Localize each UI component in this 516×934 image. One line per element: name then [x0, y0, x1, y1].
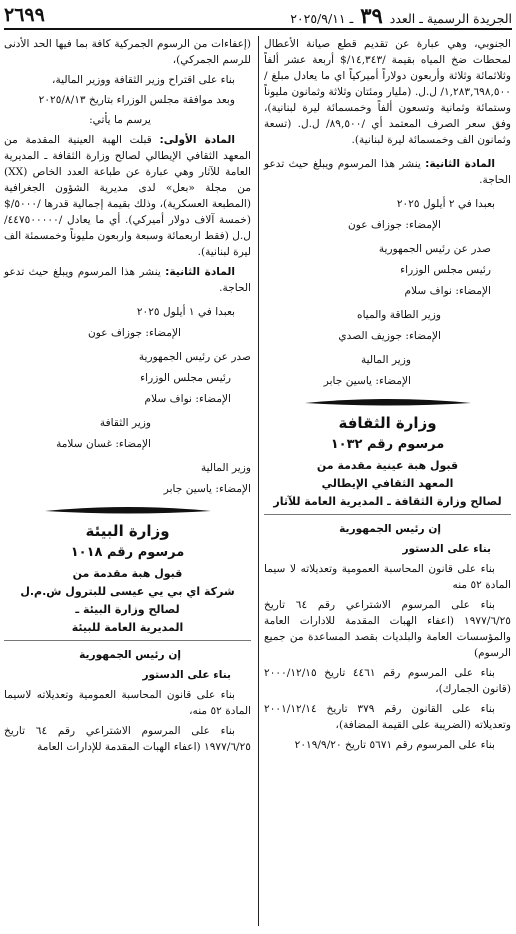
constitution-line: بناء على الدستور [402, 543, 491, 555]
journal-name: الجريدة الرسمية ـ العدد [389, 10, 512, 26]
signature: الإمضاء: ياسين جابر [323, 375, 411, 387]
article-2 [264, 156, 511, 188]
issued-by: صدر عن رئيس الجمهورية [378, 243, 491, 255]
decree-title-line: شركة اي بي يي عيسى للبترول ش.م.ل [20, 585, 235, 598]
right-column [264, 36, 511, 757]
issued-by: صدر عن رئيس الجمهورية [138, 351, 251, 363]
president-line: إن رئيس الجمهورية [79, 649, 181, 661]
signature: الإمضاء: جوزيف الصدي [338, 330, 441, 342]
date-line: بعبدا في ١ أيلول ٢٠٢٥ [136, 306, 235, 318]
signature: الإمضاء: غسان سلامة [56, 438, 151, 450]
article-text: ينشر هذا المرسوم ويبلغ حيث تدعو الحاجة. [4, 266, 251, 294]
decree-title [264, 457, 511, 515]
decree-formula: يرسم ما يأتي: [89, 114, 151, 126]
signature: الإمضاء: جوزاف عون [348, 219, 441, 231]
prime-minister: رئيس مجلس الوزراء [400, 264, 491, 276]
article-text: ينشر هذا المرسوم ويبلغ حيث تدعو الحاجة. [264, 158, 511, 186]
minister-title: وزير الطاقة والمياه [357, 309, 441, 321]
decree-title-line: لصالح وزارة البيئة ـ [75, 603, 180, 616]
recital: وبعد موافقة مجلس الوزراء بتاريخ ٢٠٢٥/٨/١٣ [38, 94, 235, 106]
signature-block [4, 304, 251, 497]
page-number: ٢٦٩٩ [4, 4, 45, 26]
signature: الإمضاء: نواف سلام [144, 393, 231, 405]
decree-title-line: المديرية العامة للبيئة [71, 621, 184, 634]
minister-title: وزير الثقافة [99, 417, 151, 429]
recital: بناء على اقتراح وزير الثقافة ووزير المالية، [52, 74, 235, 86]
article-label: المادة الثانية: [425, 158, 495, 170]
article-text: قبلت الهبة العينية المقدمة من المعهد الثقافي الإيطالي لصالح وزارة الثقافة ـ المديرية العامة للآثار وهي عبارة عن طباعة العدد الخاص (XX) من مجلة «بعل» لدى مديرية الشؤون الجغرافية (المطبعة العسكرية)، وذلك بقيمة إجمالية قدرها /٥٠٠٠/$ (خمسة آلاف دولار أميركي). أي ما يعادل /٤٤٧٥٠٠٠٠٠/ ل.ل (فقط اربعمائة وسبعة واربعون مليوناً وخمسمئة الف ليرة لبنانية). [4, 134, 251, 258]
prime-minister: رئيس مجلس الوزراء [140, 372, 231, 384]
recital: بناء على المرسوم رقم ٤٤٦١ تاريخ ٢٠٠٠/١٢/١٥ (قانون الجمارك)، [264, 667, 511, 695]
journal-title [290, 3, 512, 28]
decree-title-line: قبول هبة مقدمة من [72, 567, 183, 580]
article-label: المادة الأولى: [159, 134, 235, 146]
decree-title [4, 565, 251, 641]
ministry-title: وزارة البيئة [85, 522, 170, 540]
recital: بناء على المرسوم الاشتراعي رقم ٦٤ تاريخ ١٩٧٧/٦/٢٥ (اعفاء الهبات المقدمة للإدارات العامة [4, 725, 251, 753]
article-label: المادة الثانية: [165, 266, 235, 278]
signature: الإمضاء: نواف سلام [404, 285, 491, 297]
paragraph: الجنوبي، وهي عبارة عن تقديم قطع صيانة الأعطال لمحطات ضخ المياه بقيمة /١٤,٣٤٣/$ أربعة عشر ألفاً وثلاثمائة وثلاثة وأربعون دولاراً أميركياً اي ما يعادل مبلغ /١,٢٨٣,٦٩٨,٥٠٠/ ل.ل. (مليار ومئتان وثلاثة وثمانون مليوناً وستمائة وثمانية وتسعون ألفاً وخمسمائة ليرة لبنانية)، وفق سعر الصرف المعتمد أي /٨٩,٥٠٠/ ل.ل. (تسعة وثمانون الف وخمسمائة ليرة لبنانية). [264, 38, 511, 146]
page-header [4, 2, 512, 30]
ministry-title: وزارة الثقافة [338, 414, 437, 432]
minister-title: وزير المالية [200, 462, 251, 474]
recital: بناء على قانون المحاسبة العمومية وتعديلاته لا سيما المادة ٥٢ منه [264, 563, 511, 591]
decree-title-line: لصالح وزارة الثقافة ـ المديرية العامة للآثار [273, 495, 502, 508]
recital: بناء على المرسوم رقم ٥٦٧١ تاريخ ٢٠١٩/٩/٢٠ [294, 739, 495, 751]
paragraph: (إعفاءات من الرسوم الجمركية كافة بما فيها الحد الأدنى للرسم الجمركي)، [4, 38, 251, 66]
signature: الإمضاء: ياسين جابر [163, 483, 251, 495]
date-line: بعبدا في ٢ أيلول ٢٠٢٥ [396, 198, 495, 210]
minister-title: وزير المالية [360, 354, 411, 366]
recital: بناء على قانون المحاسبة العمومية وتعديلاته لاسيما المادة ٥٢ منه، [4, 689, 251, 717]
article-1 [4, 132, 251, 260]
decree-title-line: المعهد الثقافي الإيطالي [321, 477, 454, 490]
decree-number: مرسوم رقم ١٠٣٢ [330, 437, 445, 452]
section-divider-ornament [43, 505, 213, 517]
left-column [4, 36, 251, 759]
recital: بناء على القانون رقم ٣٧٩ تاريخ ٢٠٠١/١٢/١٤ وتعديلاته (الضريبة على القيمة المضافة)، [264, 703, 511, 731]
decree-title-line: قبول هبة عينية مقدمة من [316, 459, 459, 472]
issue-number: ٣٩ [360, 2, 383, 28]
issue-date: ـ ٢٠٢٥/٩/١١ [290, 10, 354, 26]
signature: الإمضاء: جوزاف عون [88, 327, 181, 339]
column-divider [258, 36, 259, 926]
recital: بناء على المرسوم الاشتراعي رقم ٦٤ تاريخ ١٩٧٧/٦/٢٥ (اعفاء الهبات المقدمة للادارات العامة والمؤسسات العامة والبلديات بقصد المساعدة من جميع الرسوم) [264, 599, 511, 659]
signature-block [264, 196, 511, 389]
section-divider-ornament [303, 397, 473, 409]
constitution-line: بناء على الدستور [142, 669, 231, 681]
article-2 [4, 264, 251, 296]
decree-number: مرسوم رقم ١٠١٨ [70, 545, 185, 560]
president-line: إن رئيس الجمهورية [339, 523, 441, 535]
